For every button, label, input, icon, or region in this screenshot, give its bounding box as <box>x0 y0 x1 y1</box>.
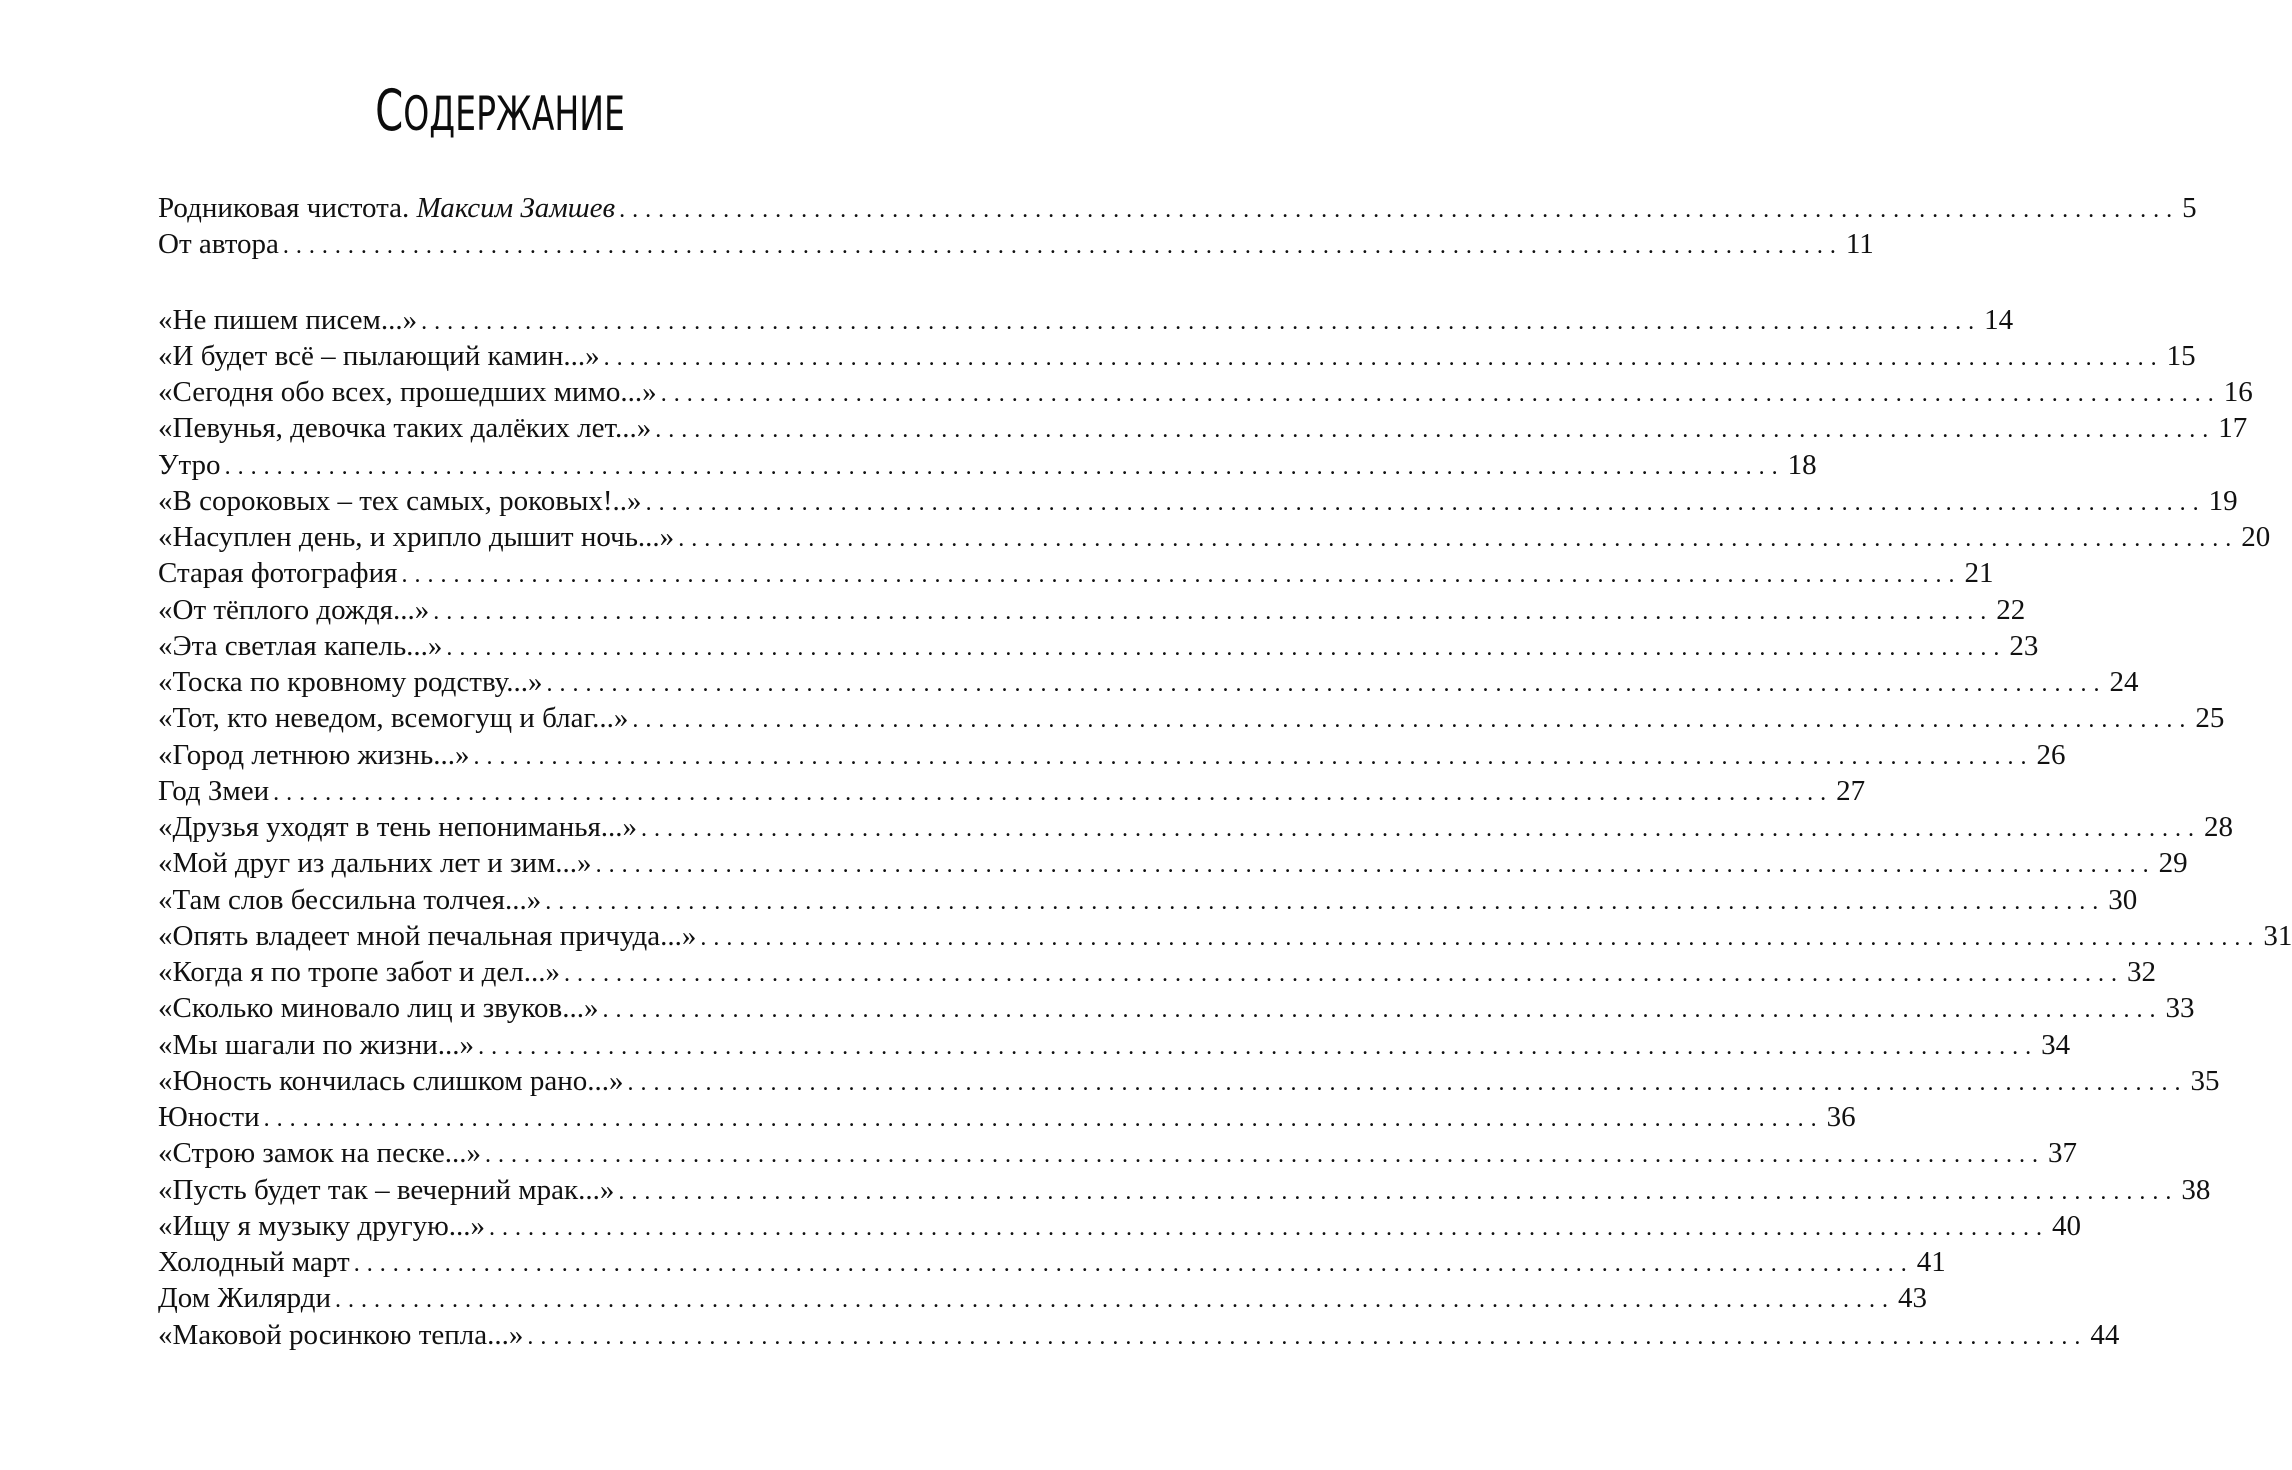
dot-leader: ........................................................................................................................ <box>433 598 1994 625</box>
toc-entry[interactable] <box>158 700 2225 736</box>
toc-entry-title: «Строю замок на песке...» <box>158 1137 482 1170</box>
toc-entry-page: 34 <box>2041 1028 2071 1061</box>
toc-entry-page: 36 <box>1826 1101 1856 1133</box>
toc-entry[interactable] <box>158 990 2195 1026</box>
dot-leader: ........................................................................................................................ <box>263 1106 1824 1132</box>
toc-entry-title: «Сколько миновало лиц и звуков...» <box>158 992 599 1025</box>
toc-entry-title: «Юность кончилась слишком рано...» <box>158 1064 624 1097</box>
toc-entry-title: «Тоска по кровному родству...» <box>158 666 543 698</box>
toc-entry-page: 27 <box>1836 774 1866 807</box>
dot-leader: ........................................................................................................................ <box>603 344 2164 371</box>
toc-entry-title: «И будет всё – пылающий камин...» <box>158 339 600 372</box>
toc-entry-title: «Город летнюю жизнь...» <box>158 738 470 771</box>
toc-entry-title: Родниковая чистота. Максим Замшев <box>158 192 616 224</box>
toc-entry-page: 43 <box>1898 1282 1928 1315</box>
dot-leader: ........................................................................................................................ <box>401 562 1962 589</box>
toc-entry-title: «Друзья уходят в тень непониманья...» <box>158 811 638 843</box>
toc-entry[interactable] <box>158 483 2238 519</box>
dot-leader: ........................................................................................................................ <box>273 779 1834 806</box>
dot-leader: ........................................................................................................................ <box>353 1251 1914 1277</box>
toc-entry-page: 22 <box>1996 593 2026 626</box>
toc-entry-page: 23 <box>2009 629 2039 662</box>
toc-entry[interactable] <box>158 447 1817 483</box>
toc-entry-title: «Сегодня обо всех, прошедших мимо...» <box>158 376 657 408</box>
dot-leader: ........................................................................................................................ <box>546 671 2107 697</box>
dot-leader: ........................................................................................................................ <box>527 1323 2088 1350</box>
toc-entry-title: «Опять владеет мной печальная причуда...» <box>158 919 697 952</box>
toc-entry-title: Утро <box>158 448 221 481</box>
toc-entry-page: 40 <box>2052 1209 2082 1242</box>
toc-entry-page: 30 <box>2108 883 2138 916</box>
dot-leader: ........................................................................................................................ <box>618 1178 2179 1205</box>
toc-entry-page: 31 <box>2263 919 2292 952</box>
dot-leader: ........................................................................................................................ <box>655 417 2216 444</box>
dot-leader: ........................................................................................................................ <box>645 489 2206 516</box>
toc-entry[interactable] <box>158 555 1994 591</box>
dot-leader: ........................................................................................................................ <box>660 381 2221 407</box>
dot-leader: ........................................................................................................................ <box>627 1069 2188 1096</box>
toc-entry[interactable] <box>158 1208 2082 1244</box>
toc-entry-page: 37 <box>2048 1137 2078 1170</box>
toc-entry-title: От автора <box>158 228 279 261</box>
toc-entry-page: 44 <box>2090 1318 2120 1351</box>
toc-entry[interactable] <box>158 773 1866 809</box>
toc-entry-page: 21 <box>1964 557 1994 590</box>
toc-entry[interactable] <box>158 302 2014 338</box>
toc-entry-title: «Ищу я музыку другую...» <box>158 1209 486 1242</box>
toc-entry-foreword[interactable] <box>158 190 2197 226</box>
toc-entry-title: «Там слов бессильна толчея...» <box>158 883 542 916</box>
dot-leader: ........................................................................................................................ <box>700 924 2261 951</box>
toc-entry[interactable] <box>158 374 2253 410</box>
toc-entry-title: «Пусть будет так – вечерний мрак...» <box>158 1173 615 1206</box>
toc-entry-page: 32 <box>2127 956 2156 988</box>
dot-leader: ........................................................................................................................ <box>545 888 2106 915</box>
dot-leader: ........................................................................................................................ <box>478 1033 2039 1060</box>
toc-entry[interactable] <box>158 809 2234 845</box>
toc-entry[interactable] <box>158 737 2066 773</box>
toc-entry-author: Максим Замшев <box>416 192 616 224</box>
toc-entry[interactable] <box>158 519 2271 555</box>
toc-entry[interactable] <box>158 1317 2120 1353</box>
toc-entry-title: «Певунья, девочка таких далёких лет...» <box>158 412 652 445</box>
toc-entry[interactable] <box>158 338 2196 374</box>
toc-entry-title: Старая фотография <box>158 557 398 590</box>
toc-entry-title: «Тот, кто неведом, всемогущ и благ...» <box>158 702 629 735</box>
toc-entry-page: 29 <box>2158 847 2188 880</box>
toc-entry[interactable] <box>158 1027 2071 1063</box>
toc-entry-page: 28 <box>2204 811 2234 843</box>
dot-leader: ........................................................................................................................ <box>282 233 1843 260</box>
toc-entry-page: 11 <box>1845 228 1874 261</box>
toc-entry-page: 38 <box>2181 1173 2211 1206</box>
toc-entry[interactable] <box>158 628 2039 664</box>
toc-entry-title: Холодный март <box>158 1246 350 1278</box>
toc-entry-page: 14 <box>1984 303 2014 336</box>
toc-entry-title: Юности <box>158 1101 260 1133</box>
dot-leader: ........................................................................................................................ <box>335 1287 1896 1314</box>
toc-entry[interactable] <box>158 1244 1946 1280</box>
dot-leader: ........................................................................................................................ <box>485 1142 2046 1169</box>
dot-leader: ........................................................................................................................ <box>564 961 2124 987</box>
toc-entry-title: «Мы шагали по жизни...» <box>158 1028 475 1061</box>
toc-entry-title: Год Змеи <box>158 774 270 807</box>
toc-entry-title: «Когда я по тропе забот и дел...» <box>158 956 560 988</box>
table-of-contents <box>158 190 2292 1353</box>
toc-entry-page: 41 <box>1916 1246 1946 1278</box>
title-initial: С <box>375 78 404 145</box>
toc-entry-page: 20 <box>2241 521 2271 553</box>
toc-entry-page: 5 <box>2182 192 2197 224</box>
toc-entry[interactable] <box>158 954 2156 990</box>
toc-entry-from-author[interactable] <box>158 226 1874 262</box>
toc-entry-title: «Мой друг из дальних лет и зим...» <box>158 847 592 880</box>
toc-entry[interactable] <box>158 882 2138 918</box>
toc-entry[interactable] <box>158 1063 2220 1099</box>
dot-leader: ........................................................................................................................ <box>619 197 2180 223</box>
dot-leader: ........................................................................................................................ <box>632 707 2193 734</box>
title-rest: ОДЕРЖАНИЕ <box>403 86 625 142</box>
toc-entry-page: 17 <box>2218 412 2248 445</box>
toc-entry[interactable] <box>158 592 2026 628</box>
toc-entry-page: 18 <box>1787 448 1817 481</box>
dot-leader: ........................................................................................................................ <box>489 1214 2050 1241</box>
toc-entry-page: 24 <box>2109 666 2139 698</box>
toc-entry-title: «Насуплен день, и хрипло дышит ночь...» <box>158 521 675 553</box>
toc-entry[interactable] <box>158 664 2139 700</box>
toc-entry-title: «Маковой росинкою тепла...» <box>158 1318 524 1351</box>
toc-entry-page: 35 <box>2190 1064 2220 1097</box>
toc-entry-page: 19 <box>2208 484 2238 517</box>
toc-entry-title: Дом Жилярди <box>158 1282 332 1315</box>
toc-entry[interactable] <box>158 1135 2078 1171</box>
page-title <box>100 78 900 144</box>
toc-entry[interactable] <box>158 1172 2211 1208</box>
toc-entry-title: «От тёплого дождя...» <box>158 593 430 626</box>
toc-entry[interactable] <box>158 1280 1928 1316</box>
dot-leader: ........................................................................................................................ <box>595 852 2156 879</box>
section-spacer <box>158 263 892 302</box>
dot-leader: ........................................................................................................................ <box>421 308 1982 335</box>
toc-entry[interactable] <box>158 1099 1856 1135</box>
dot-leader: ........................................................................................................................ <box>602 997 2163 1024</box>
toc-entry-title: «В сороковых – тех самых, роковых!..» <box>158 484 642 517</box>
toc-entry-page: 25 <box>2195 702 2225 735</box>
toc-entry-page: 33 <box>2165 992 2195 1025</box>
toc-entry-title: «Эта светлая капель...» <box>158 629 443 662</box>
toc-entry-page: 26 <box>2036 738 2066 771</box>
toc-entry[interactable] <box>158 845 2188 881</box>
dot-leader: ........................................................................................................................ <box>641 816 2202 842</box>
dot-leader: ........................................................................................................................ <box>224 453 1785 480</box>
dot-leader: ........................................................................................................................ <box>446 634 2007 661</box>
toc-entry-page: 15 <box>2166 339 2196 372</box>
dot-leader: ........................................................................................................................ <box>678 526 2239 552</box>
toc-entry-title: «Не пишем писем...» <box>158 303 418 336</box>
dot-leader: ........................................................................................................................ <box>473 743 2034 770</box>
poem-list <box>158 302 2292 1353</box>
toc-entry[interactable] <box>158 918 2292 954</box>
toc-entry[interactable] <box>158 410 2248 446</box>
toc-entry-page: 16 <box>2223 376 2253 408</box>
